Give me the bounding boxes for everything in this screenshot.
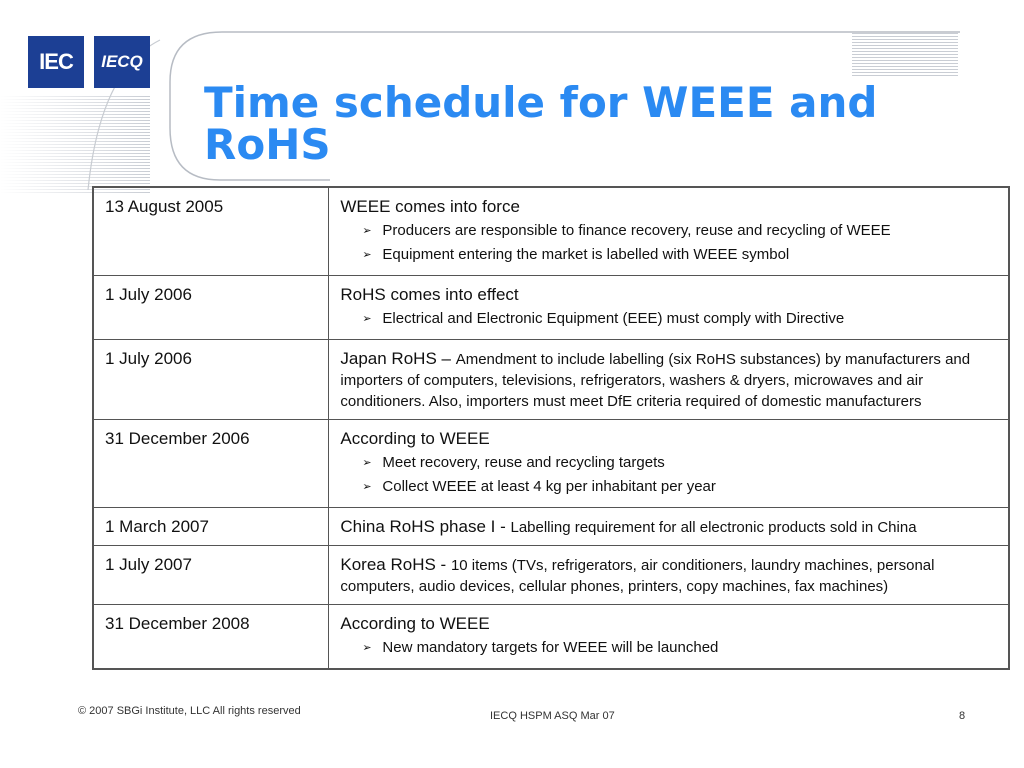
footer-page-number: 8 (959, 710, 966, 722)
list-item (362, 475, 998, 499)
event-details: Labelling requirement for all electronic products sold in China (510, 519, 917, 536)
schedule-table (92, 186, 1010, 670)
iec-logo: IEC (28, 36, 84, 88)
table-row (93, 340, 1009, 420)
description-cell (329, 605, 1009, 670)
event-heading: China RoHS phase I - (340, 517, 511, 536)
event-heading: Korea RoHS - (340, 555, 451, 574)
event-details: 10 items (TVs, refrigerators, air conditioners, laundry machines, personal computers, audio devices, cellular phones, printers, copy machines, fax machines) (340, 557, 935, 595)
event-heading: RoHS comes into effect (340, 285, 519, 304)
table-row (93, 546, 1009, 605)
slide-title: Time schedule for WEEE and RoHS (204, 78, 878, 169)
description-cell (329, 276, 1009, 340)
list-item (362, 451, 998, 475)
date-cell: 31 December 2008 (93, 605, 329, 670)
date-cell: 1 March 2007 (93, 508, 329, 546)
table-row (93, 605, 1009, 670)
description-cell (329, 187, 1009, 276)
table-row (93, 420, 1009, 508)
event-heading: Japan RoHS – (340, 349, 456, 368)
arrow-bullet-icon: ➢ (362, 249, 372, 261)
date-cell: 31 December 2006 (93, 420, 329, 508)
table-row (93, 187, 1009, 276)
event-heading: According to WEEE (340, 614, 490, 633)
bullet-text: Collect WEEE at least 4 kg per inhabitant per year (382, 478, 716, 495)
event-heading: According to WEEE (340, 429, 490, 448)
bullet-list (340, 636, 998, 660)
event-details: Amendment to include labelling (six RoHS substances) by manufacturers and importers of computers, televisions, refrigerators, washers & dryers, microwaves and air conditioners. Also, importers must meet DfE criteria required of domestic manufacturers (340, 351, 971, 410)
description-cell (329, 508, 1009, 546)
date-cell: 1 July 2006 (93, 340, 329, 420)
bullet-text: Producers are responsible to finance recovery, reuse and recycling of WEEE (382, 222, 891, 239)
bullet-text: Equipment entering the market is labelled with WEEE symbol (382, 246, 790, 263)
description-cell (329, 340, 1009, 420)
bullet-text: New mandatory targets for WEEE will be launched (382, 639, 719, 656)
footer-presentation: IECQ HSPM ASQ Mar 07 (490, 710, 615, 722)
arrow-bullet-icon: ➢ (362, 457, 372, 469)
event-heading: WEEE comes into force (340, 197, 520, 216)
iecq-logo: IECQ (94, 36, 150, 88)
footer-copyright: © 2007 SBGi Institute, LLC All rights reserved (78, 705, 301, 717)
date-cell: 1 July 2007 (93, 546, 329, 605)
bullet-list (340, 451, 998, 499)
bullet-list (340, 307, 998, 331)
arrow-bullet-icon: ➢ (362, 225, 372, 237)
list-item (362, 307, 998, 331)
date-cell: 13 August 2005 (93, 187, 329, 276)
date-cell: 1 July 2006 (93, 276, 329, 340)
bullet-text: Meet recovery, reuse and recycling targets (382, 454, 665, 471)
bullet-list (340, 219, 998, 267)
list-item (362, 636, 998, 660)
list-item (362, 219, 998, 243)
table-row (93, 276, 1009, 340)
table-row (93, 508, 1009, 546)
description-cell (329, 546, 1009, 605)
arrow-bullet-icon: ➢ (362, 481, 372, 493)
bullet-text: Electrical and Electronic Equipment (EEE) must comply with Directive (382, 310, 845, 327)
list-item (362, 243, 998, 267)
arrow-bullet-icon: ➢ (362, 313, 372, 325)
description-cell (329, 420, 1009, 508)
arrow-bullet-icon: ➢ (362, 642, 372, 654)
